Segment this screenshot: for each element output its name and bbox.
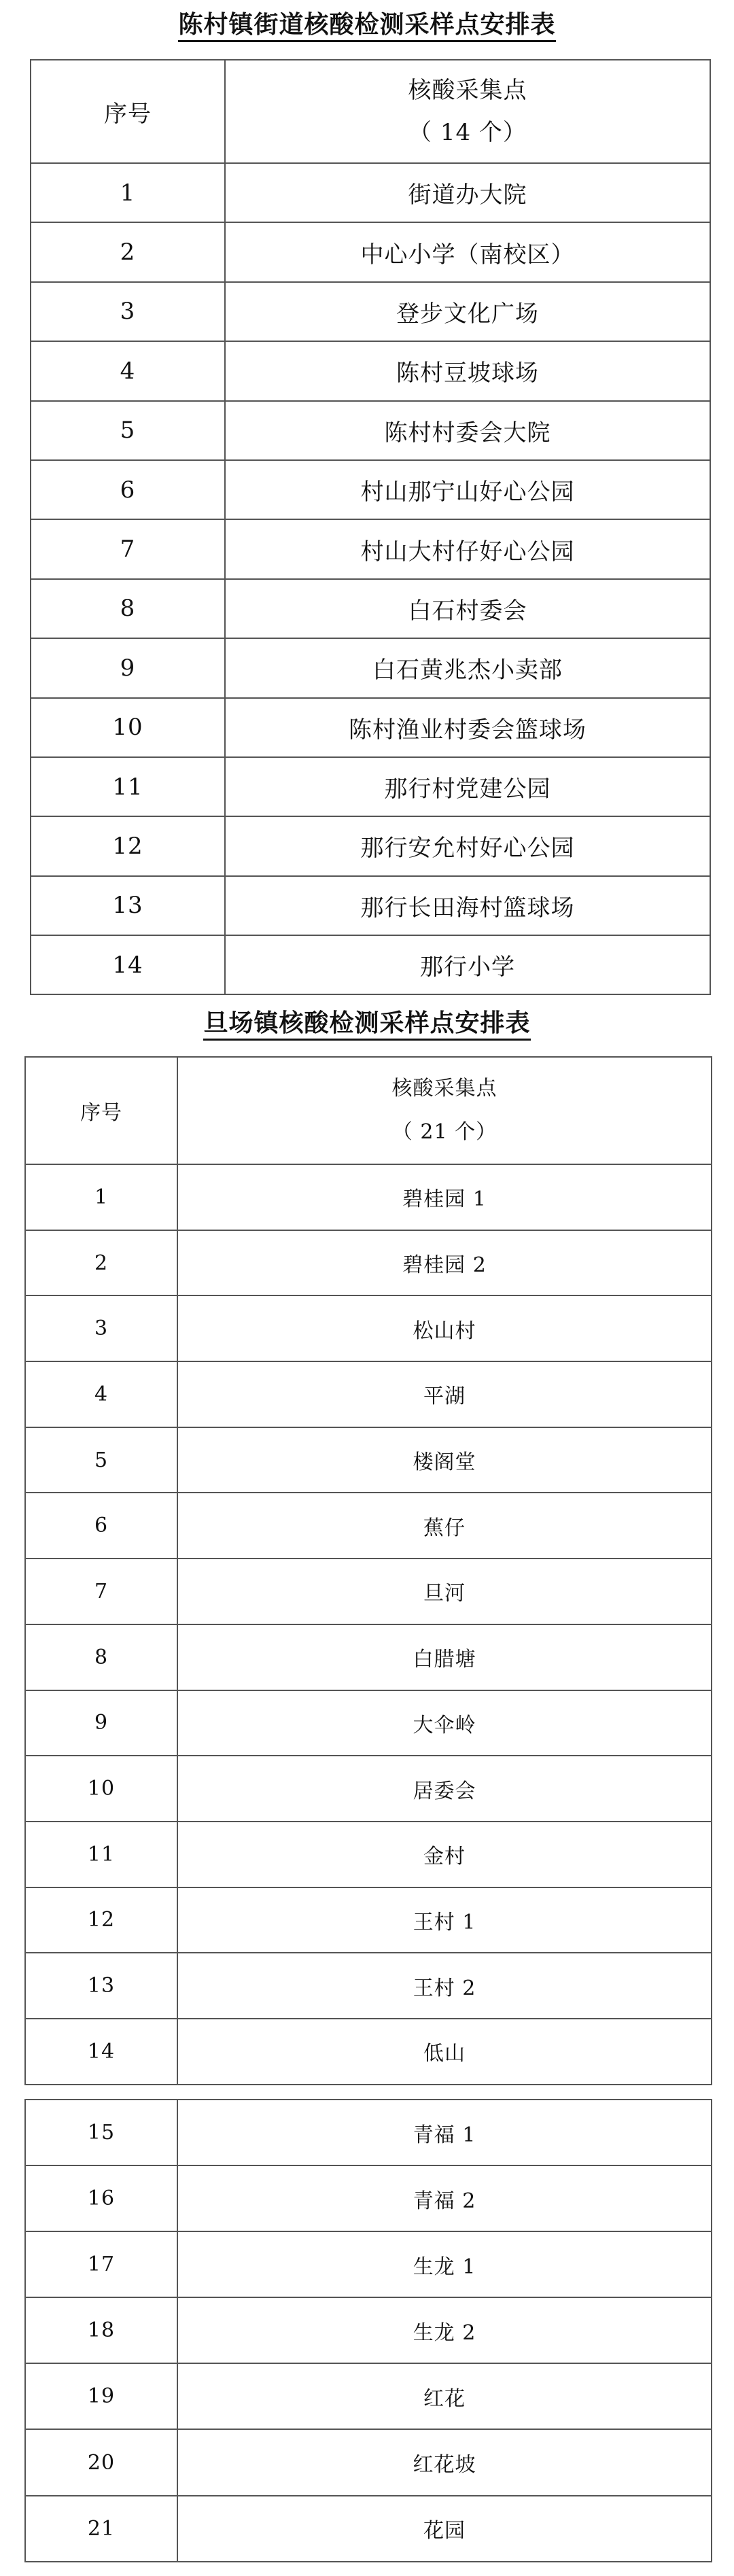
row-index: 1 <box>25 1164 177 1230</box>
row-index: 8 <box>31 579 225 638</box>
row-site-name: 村山那宁山好心公园 <box>225 460 710 519</box>
section1-title <box>0 5 734 40</box>
table-row <box>25 2100 712 2165</box>
section1-table <box>30 59 711 995</box>
row-index: 14 <box>31 935 225 994</box>
table-row <box>25 1361 712 1427</box>
table-row <box>25 1427 712 1493</box>
table-row <box>25 1690 712 1756</box>
row-index: 10 <box>31 698 225 757</box>
section2-table-continued <box>24 2099 712 2562</box>
row-index: 4 <box>31 341 225 400</box>
row-site-name: 白石黄兆杰小卖部 <box>225 638 710 697</box>
row-index: 16 <box>25 2165 177 2231</box>
header-index: 序号 <box>25 1057 177 1164</box>
row-index: 5 <box>25 1427 177 1493</box>
table-header-row <box>31 60 710 163</box>
table-row <box>25 1164 712 1230</box>
row-index: 11 <box>25 1822 177 1887</box>
table-row <box>31 460 710 519</box>
table-row <box>25 1953 712 2019</box>
row-site-name: 生龙 1 <box>177 2231 712 2297</box>
table-row <box>31 341 710 400</box>
table-row <box>31 401 710 460</box>
row-site-name: 白石村委会 <box>225 579 710 638</box>
row-site-name: 白腊塘 <box>177 1624 712 1690</box>
row-index: 1 <box>31 163 225 222</box>
row-index: 15 <box>25 2100 177 2165</box>
row-index: 17 <box>25 2231 177 2297</box>
row-index: 6 <box>25 1493 177 1559</box>
table-row <box>25 1756 712 1822</box>
row-index: 18 <box>25 2297 177 2363</box>
table-row <box>31 519 710 578</box>
row-index: 9 <box>31 638 225 697</box>
row-index: 3 <box>31 282 225 341</box>
header-site-count: （ 21 个） <box>391 1120 497 1144</box>
row-site-name: 碧桂园 2 <box>177 1230 712 1296</box>
row-index: 12 <box>31 816 225 875</box>
row-site-name: 红花坡 <box>177 2429 712 2495</box>
row-index: 20 <box>25 2429 177 2495</box>
row-site-name: 王村 2 <box>177 1953 712 2019</box>
row-site-name: 那行村党建公园 <box>225 757 710 816</box>
row-index: 6 <box>31 460 225 519</box>
table-row <box>31 163 710 222</box>
table-row <box>25 1822 712 1887</box>
row-site-name: 楼阁堂 <box>177 1427 712 1493</box>
table-header-row <box>25 1057 712 1164</box>
row-index: 19 <box>25 2363 177 2429</box>
row-site-name: 那行长田海村篮球场 <box>225 876 710 935</box>
row-site-name: 碧桂园 1 <box>177 1164 712 1230</box>
row-index: 13 <box>25 1953 177 2019</box>
table-row <box>31 638 710 697</box>
table-row <box>31 579 710 638</box>
row-site-name: 红花 <box>177 2363 712 2429</box>
table-row <box>25 1230 712 1296</box>
row-index: 9 <box>25 1690 177 1756</box>
row-site-name: 那行安允村好心公园 <box>225 816 710 875</box>
row-index: 11 <box>31 757 225 816</box>
table-row <box>25 2496 712 2562</box>
row-site-name: 大伞岭 <box>177 1690 712 1756</box>
row-site-name: 那行小学 <box>225 935 710 994</box>
header-site-label: 核酸采集点 <box>391 1077 497 1100</box>
table-row <box>25 2297 712 2363</box>
section2-title-text: 旦场镇核酸检测采样点安排表 <box>203 1009 530 1041</box>
table-row <box>31 876 710 935</box>
row-site-name: 村山大村仔好心公园 <box>225 519 710 578</box>
row-site-name: 金村 <box>177 1822 712 1887</box>
section1-title-text: 陈村镇街道核酸检测采样点安排表 <box>178 11 555 42</box>
table-row <box>31 816 710 875</box>
row-index: 21 <box>25 2496 177 2562</box>
section2-table <box>24 1056 712 2085</box>
table-row <box>31 282 710 341</box>
row-site-name: 平湖 <box>177 1361 712 1427</box>
row-index: 2 <box>31 222 225 281</box>
row-index: 10 <box>25 1756 177 1822</box>
table-row <box>31 698 710 757</box>
header-site-count: （ 14 个） <box>408 119 527 146</box>
row-index: 4 <box>25 1361 177 1427</box>
header-site-label: 核酸采集点 <box>408 77 527 104</box>
table-row <box>31 222 710 281</box>
table-row <box>25 2429 712 2495</box>
header-site <box>177 1057 712 1164</box>
header-site <box>225 60 710 163</box>
table-row <box>25 1887 712 1953</box>
row-index: 3 <box>25 1295 177 1361</box>
row-site-name: 街道办大院 <box>225 163 710 222</box>
table-row <box>25 2019 712 2085</box>
row-site-name: 低山 <box>177 2019 712 2085</box>
row-index: 13 <box>31 876 225 935</box>
row-site-name: 陈村村委会大院 <box>225 401 710 460</box>
row-index: 5 <box>31 401 225 460</box>
table-row <box>25 1295 712 1361</box>
table-row <box>25 1624 712 1690</box>
row-site-name: 松山村 <box>177 1295 712 1361</box>
row-site-name: 居委会 <box>177 1756 712 1822</box>
row-site-name: 生龙 2 <box>177 2297 712 2363</box>
row-index: 2 <box>25 1230 177 1296</box>
row-index: 12 <box>25 1887 177 1953</box>
row-index: 7 <box>25 1559 177 1624</box>
header-index: 序号 <box>31 60 225 163</box>
row-site-name: 旦河 <box>177 1559 712 1624</box>
row-site-name: 陈村渔业村委会篮球场 <box>225 698 710 757</box>
table-row <box>25 2363 712 2429</box>
row-site-name: 蕉仔 <box>177 1493 712 1559</box>
section2-title <box>0 1004 734 1039</box>
row-site-name: 青福 1 <box>177 2100 712 2165</box>
table-row <box>25 2231 712 2297</box>
row-index: 14 <box>25 2019 177 2085</box>
table-row <box>25 1559 712 1624</box>
row-site-name: 王村 1 <box>177 1887 712 1953</box>
row-index: 7 <box>31 519 225 578</box>
table-row <box>31 757 710 816</box>
table-row <box>25 2165 712 2231</box>
row-site-name: 登步文化广场 <box>225 282 710 341</box>
row-index: 8 <box>25 1624 177 1690</box>
row-site-name: 青福 2 <box>177 2165 712 2231</box>
row-site-name: 陈村豆坡球场 <box>225 341 710 400</box>
table-row <box>25 1493 712 1559</box>
table-row <box>31 935 710 994</box>
row-site-name: 花园 <box>177 2496 712 2562</box>
row-site-name: 中心小学（南校区） <box>225 222 710 281</box>
